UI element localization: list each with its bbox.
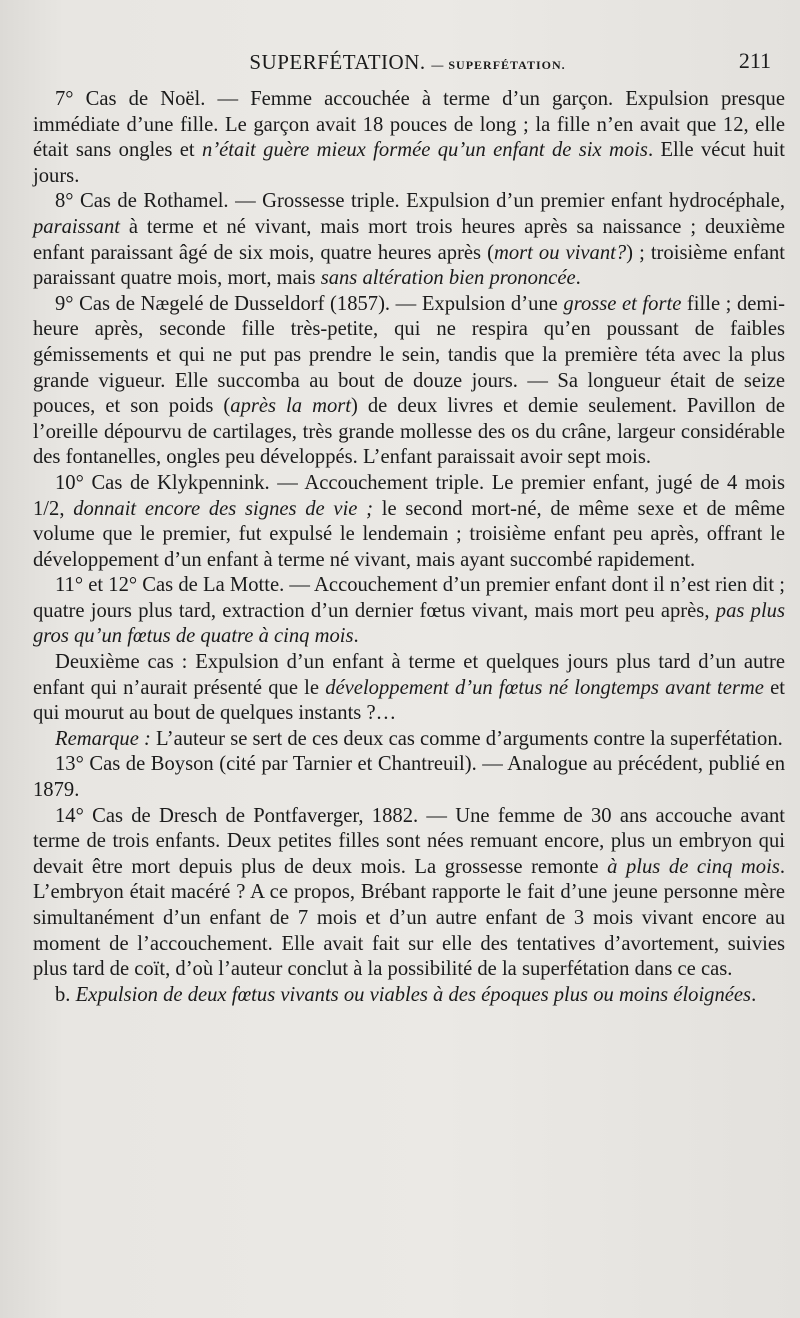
italic-text: n’était guère mieux formée qu’un enfant de six mois: [202, 139, 648, 162]
paragraph: [33, 650, 785, 727]
paragraph: [33, 87, 785, 189]
text-run: 11° et 12° Cas de La Motte. — Accouchement d’un premier enfant dont il n’est rien dit ; quatre jours plus tard, extraction d’un dernier fœtus vivant, mais mort peu après,: [33, 574, 785, 622]
text-run: et qui mourut au bout de quelques instants ?…: [33, 676, 786, 725]
running-title-main: SUPERFÉTATION.: [249, 50, 426, 74]
italic-text: sans altération bien prononcée: [320, 267, 576, 290]
text-run: à terme et né vivant, mais mort trois heures après sa naissance ; deuxième enfant paraissant âgé de six mois, quatre heures après (: [33, 215, 785, 264]
page-number: 211: [738, 48, 771, 73]
italic-text: Expulsion de deux fœtus vivants ou viables à des époques plus ou moins éloignées: [75, 983, 752, 1006]
paragraph: [33, 471, 785, 573]
italic-text: donnait encore des signes de vie ;: [73, 497, 374, 520]
paragraph: [33, 727, 785, 753]
text-run: le second mort-né, de même sexe et de même volume que le premier, fut expulsé le lendemain ; troisième enfant peu après, offrant le développement d’un enfant à terme né vivant, mais ayant succombé rapidement.: [33, 497, 785, 571]
text-run: .: [575, 267, 581, 290]
text-run: fille ; demi-heure après, seconde fille très-petite, qui ne respira qu’en poussant de faibles gémissements et qui ne put pas prendre le sein, tandis que la première téta avec la plus grande vigueur. Elle succomba au bout de douze jours. — Sa longueur était de seize pouces, et son poids (: [33, 292, 785, 418]
text-run: .: [751, 983, 757, 1006]
running-title: [30, 50, 785, 75]
text-run: ) de deux livres et demie seulement. Pavillon de l’oreille dépourvu de cartilages, très grande mollesse des os du crâne, largeur considérable des fontanelles, ongles peu développés. L’enfant paraissait avoir sept mois.: [33, 395, 785, 469]
text-run: b.: [55, 983, 76, 1006]
italic-text: Remarque :: [55, 727, 151, 750]
paragraph: [33, 804, 785, 983]
running-title-sub: — SUPERFÉTATION.: [431, 58, 566, 72]
text-run: L’auteur se sert de ces deux cas comme d’arguments contre la superfétation.: [150, 727, 783, 750]
paragraph: [33, 573, 785, 650]
paragraph: [33, 189, 785, 291]
text-run: . L’embryon était macéré ? A ce propos, Brébant rapporte le fait d’une jeune personne mère simultanément d’un enfant de 7 mois et d’un autre enfant de 3 mois vivant encore au moment de l’accouchement. Elle avait fait sur elle des tentatives d’avortement, suivies plus tard de coït, d’où l’auteur conclut à la possibilité de la superfétation dans ce cas.: [33, 855, 785, 981]
body-text: [33, 87, 785, 1008]
text-run: 10° Cas de Klykpennink. — Accouchement triple. Le premier enfant, jugé de 4 mois 1/2,: [33, 471, 785, 520]
italic-text: mort ou vivant?: [493, 241, 627, 264]
text-run: 9° Cas de Nægelé de Dusseldorf (1857). — Expulsion d’une: [55, 292, 564, 315]
paragraph: [33, 752, 785, 803]
italic-text: grosse et forte: [563, 292, 682, 315]
paragraph: [33, 292, 785, 471]
text-run: 7° Cas de Noël. — Femme accouchée à terme d’un garçon. Expulsion presque immédiate d’une fille. Le garçon avait 18 pouces de long ; la fille n’en avait que 12, elle était sans ongles et: [33, 88, 785, 162]
italic-text: développement d’un fœtus né longtemps avant terme: [325, 676, 764, 699]
text-run: 13° Cas de Boyson (cité par Tarnier et Chantreuil). — Analogue au précédent, publié en 1879.: [33, 753, 785, 802]
text-run: . Elle vécut huit jours.: [33, 139, 786, 187]
text-run: 8° Cas de Rothamel. — Grossesse triple. Expulsion d’un premier enfant hydrocéphale,: [55, 190, 785, 213]
text-run: Deuxième cas : Expulsion d’un enfant à terme et quelques jours plus tard d’un autre enfant qui n’aurait présenté que le: [33, 651, 785, 699]
text-run: .: [353, 625, 359, 648]
italic-text: après la mort: [230, 395, 351, 418]
page-header: [30, 46, 785, 82]
paragraph: [33, 983, 785, 1009]
italic-text: paraissant: [33, 215, 120, 238]
italic-text: pas plus gros qu’un fœtus de quatre à cinq mois: [33, 599, 785, 648]
italic-text: à plus de cinq mois: [607, 855, 780, 878]
text-run: 14° Cas de Dresch de Pontfaverger, 1882. — Une femme de 30 ans accouche avant terme de trois enfants. Deux petites filles sont nées remuant encore, plus un embryon qui devait être mort depuis plus de deux mois. La grossesse remonte: [33, 804, 785, 878]
text-run: ) ; troisième enfant paraissant quatre mois, mort, mais: [33, 241, 785, 290]
